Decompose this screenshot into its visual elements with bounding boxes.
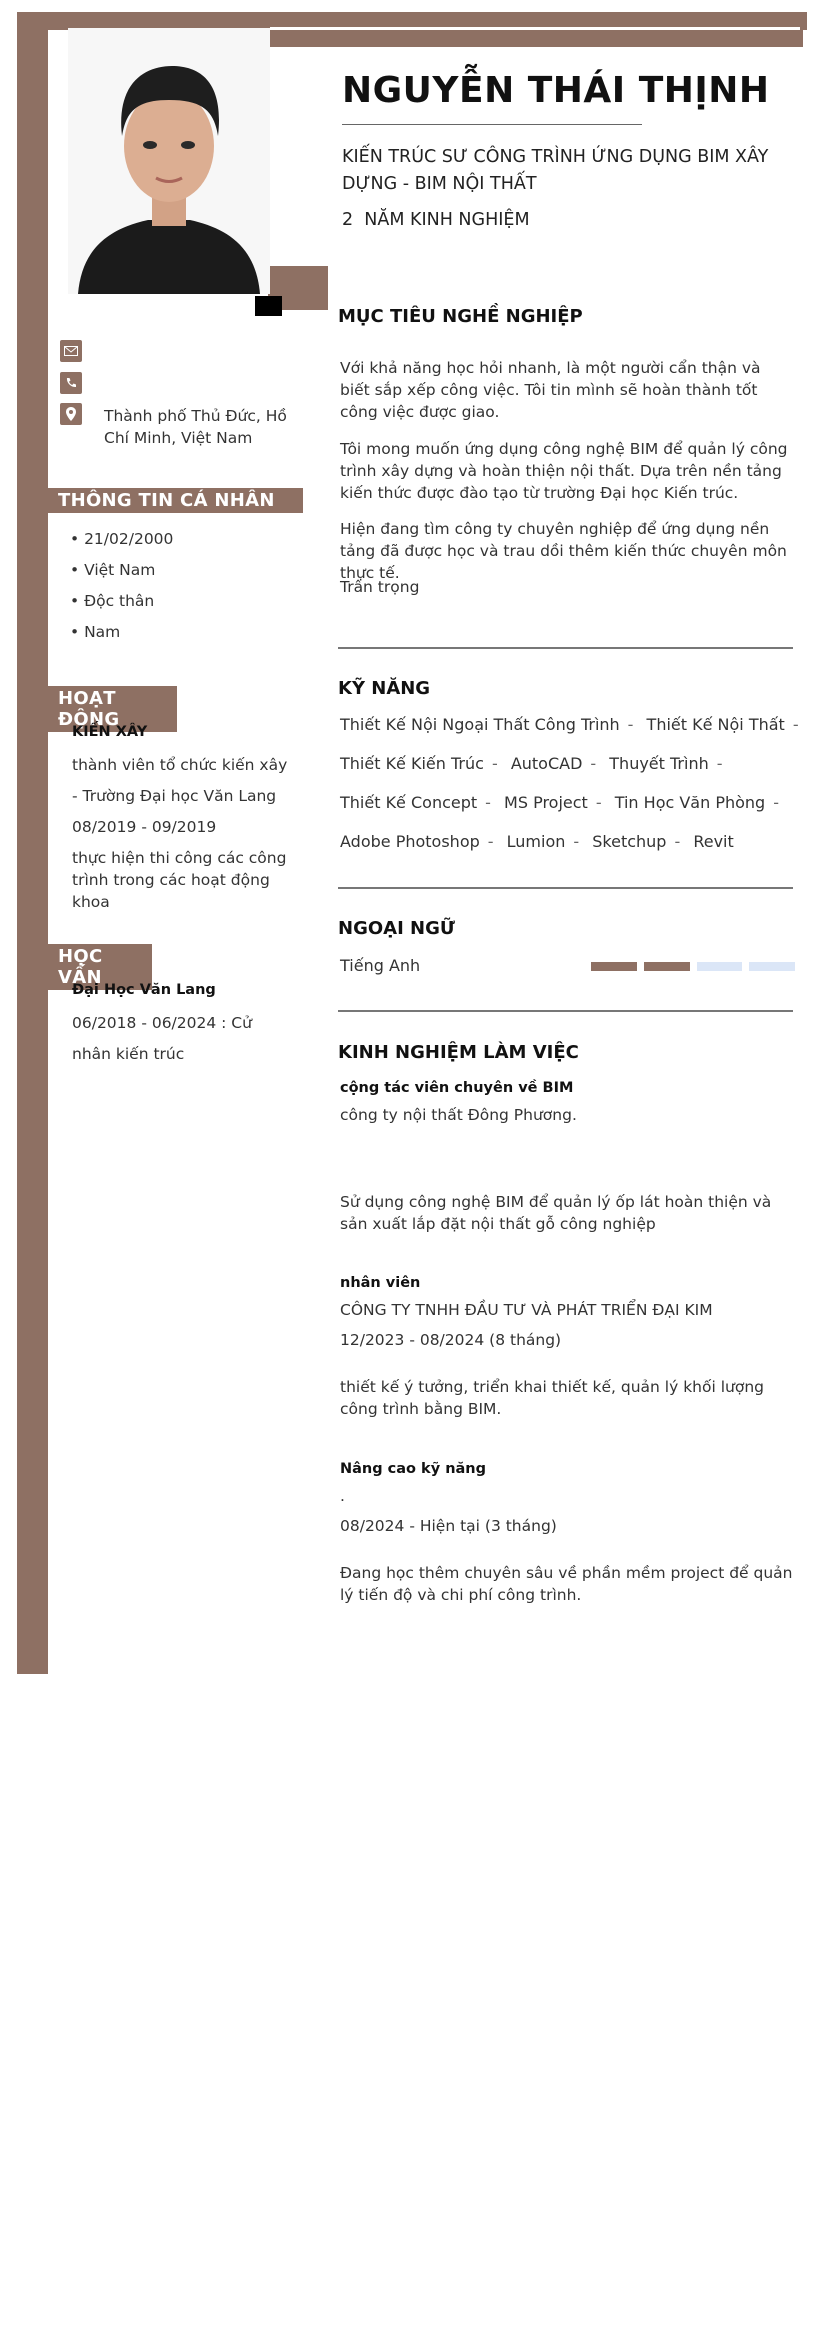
marital-status: • Độc thân (70, 592, 155, 610)
mail-icon (60, 340, 82, 362)
skill-item: Thiết Kế Kiến Trúc (340, 754, 484, 773)
birthdate: • 21/02/2000 (70, 530, 174, 548)
gender: • Nam (70, 623, 121, 641)
activities-heading: HOẠT ĐỘNG (48, 686, 177, 732)
location-icon (60, 403, 82, 425)
language-level-bar (591, 962, 795, 971)
personal-info-heading: THÔNG TIN CÁ NHÂN (48, 488, 303, 513)
phone-icon (60, 372, 82, 394)
job-date: 12/2023 - 08/2024 (8 tháng) (340, 1331, 562, 1349)
job-company: CÔNG TY TNHH ĐẦU TƯ VÀ PHÁT TRIỂN ĐẠI KIM (340, 1301, 713, 1319)
skills-list (340, 715, 810, 871)
experience-years: 2 NĂM KINH NGHIỆM (342, 210, 530, 230)
job-entry (340, 1275, 800, 1351)
activity-org: KIẾN XÂY (72, 724, 148, 740)
objective-closing: Trân trọng (340, 578, 420, 596)
divider (338, 647, 793, 649)
activity-date: 08/2019 - 09/2019 (72, 818, 217, 836)
skill-item: Revit (693, 832, 734, 851)
job-company: công ty nội thất Đông Phương. (340, 1106, 577, 1124)
education-detail: 06/2018 - 06/2024 : Cử nhân kiến trúc (72, 1014, 252, 1063)
job-position: cộng tác viên chuyên về BIM (340, 1080, 574, 1096)
objective-heading: MỤC TIÊU NGHỀ NGHIỆP (338, 306, 583, 327)
language-level-segment (697, 962, 743, 971)
skill-item: Sketchup (592, 832, 667, 851)
skills-row: Thiết Kế Concept - MS Project - Tin Học Văn Phòng - (340, 793, 779, 812)
divider (338, 1010, 793, 1012)
languages-heading: NGOẠI NGỮ (338, 918, 455, 939)
top-border-notch (270, 27, 800, 30)
skill-item: Thiết Kế Nội Ngoại Thất Công Trình (340, 715, 620, 734)
skill-item: Lumion (506, 832, 566, 851)
job-entry (340, 1461, 800, 1537)
profile-photo (68, 28, 270, 294)
skill-item: AutoCAD (510, 754, 583, 773)
job-company: . (340, 1487, 345, 1505)
skills-row: Adobe Photoshop - Lumion - Sketchup - Revit (340, 832, 734, 851)
skill-item: Thiết Kế Nội Thất (646, 715, 785, 734)
nationality: • Việt Nam (70, 561, 156, 579)
language-name: Tiếng Anh (340, 956, 421, 975)
left-border-bar (17, 18, 48, 1674)
candidate-title: KIẾN TRÚC SƯ CÔNG TRÌNH ỨNG DỤNG BIM XÂY DỰNG - BIM NỘI THẤT (342, 147, 769, 194)
name-underline (342, 124, 642, 125)
language-level-segment (644, 962, 690, 971)
objective-paragraph-2: Tôi mong muốn ứng dụng công nghệ BIM để quản lý công trình xây dựng và hoàn thiện nội thất. Dựa trên nền tảng kiến thức được đào tạo từ trường Đại học Kiến trúc. (340, 440, 788, 502)
job-position: Nâng cao kỹ năng (340, 1461, 487, 1477)
skill-item: Thiết Kế Concept (340, 793, 478, 812)
skills-heading: KỸ NĂNG (338, 678, 431, 699)
job-description: Sử dụng công nghệ BIM để quản lý ốp lát hoàn thiện và sản xuất lắp đặt nội thất gỗ công nghiệp (340, 1193, 772, 1233)
skill-item: Tin Học Văn Phòng (614, 793, 766, 812)
skill-item: Adobe Photoshop (340, 832, 480, 851)
education-school: Đại Học Văn Lang (72, 982, 216, 998)
language-level-segment (749, 962, 795, 971)
address-text: Thành phố Thủ Đức, Hồ Chí Minh, Việt Nam (104, 407, 287, 447)
activities-block (72, 724, 292, 913)
job-position: nhân viên (340, 1275, 421, 1291)
skill-item: Thuyết Trình (609, 754, 709, 773)
objective-paragraph-3: Hiện đang tìm công ty chuyên nghiệp để ứng dụng nền tảng đã được học và trau dồi thêm kiến thức chuyên môn thực tế. (340, 520, 787, 582)
skill-item: MS Project (504, 793, 588, 812)
job-date: 08/2024 - Hiện tại (3 tháng) (340, 1517, 557, 1535)
job-description: thiết kế ý tưởng, triển khai thiết kế, quản lý khối lượng công trình bằng BIM. (340, 1378, 764, 1418)
skills-row: Thiết Kế Kiến Trúc - AutoCAD - Thuyết Trình - (340, 754, 723, 773)
photo-accent-square (255, 296, 282, 316)
job-entry (340, 1080, 800, 1126)
education-block (72, 982, 287, 1070)
activity-role: thành viên tổ chức kiến xây - Trường Đại học Văn Lang (72, 756, 288, 805)
divider (338, 887, 793, 889)
personal-info-list (70, 528, 280, 652)
skills-row: Thiết Kế Nội Ngoại Thất Công Trình - Thiết Kế Nội Thất - (340, 715, 799, 734)
language-level-segment (591, 962, 637, 971)
job-description: Đang học thêm chuyên sâu về phần mềm project để quản lý tiến độ và chi phí công trình. (340, 1564, 793, 1604)
objective-paragraph-1: Với khả năng học hỏi nhanh, là một người cẩn thận và biết sắp xếp công việc. Tôi tin mình sẽ hoàn thành tốt công việc được giao. (340, 359, 761, 421)
education-heading: HỌC VẤN (48, 944, 152, 990)
candidate-name: NGUYỄN THÁI THỊNH (342, 70, 770, 111)
activity-desc: thực hiện thi công các công trình trong các hoạt động khoa (72, 849, 287, 911)
work-heading: KINH NGHIỆM LÀM VIỆC (338, 1042, 579, 1063)
